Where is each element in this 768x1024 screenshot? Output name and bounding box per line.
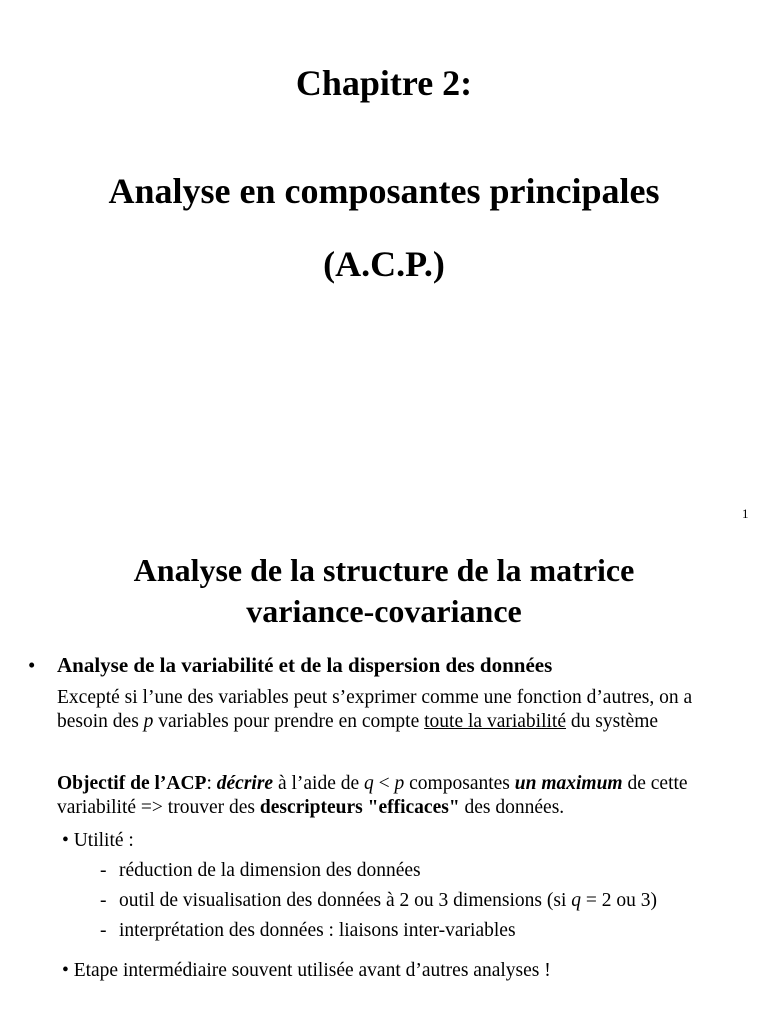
etape-note: • Etape intermédiaire souvent utilisée avant d’autres analyses ! — [62, 960, 551, 981]
var-p: p — [143, 711, 154, 732]
bullet-heading: Analyse de la variabilité et de la dispersion des données — [57, 653, 553, 677]
text-run: à l’aide de — [273, 773, 365, 794]
text-run: du système — [566, 711, 659, 732]
list-item-text: interprétation des données : liaisons inter-variables — [119, 920, 516, 941]
dash-marker: - — [100, 920, 107, 941]
emph-maximum: un maximum — [514, 773, 623, 794]
list-item — [100, 856, 657, 886]
text-run: < — [373, 773, 395, 794]
text-run: : — [206, 773, 217, 794]
page-number: 1 — [742, 506, 749, 521]
dash-marker: - — [100, 890, 107, 911]
objective-paragraph — [57, 772, 747, 820]
variability-paragraph — [57, 686, 747, 734]
utilite-label: • Utilité : — [62, 830, 134, 851]
chapter-subtitle: Analyse en composantes principales — [108, 171, 660, 211]
main-bullet — [28, 653, 552, 678]
list-item — [100, 916, 657, 946]
emph-decrire: décrire — [216, 773, 274, 794]
slide-title — [0, 550, 768, 632]
var-p: p — [394, 773, 405, 794]
text-run: Excepté si l’une des variables peut s’exprimer comme une fonction d’autres, on a besoin des — [57, 687, 693, 732]
bullet-marker: • — [28, 653, 36, 677]
uses-list — [100, 856, 657, 946]
dash-marker: - — [100, 860, 107, 881]
text-run: des données. — [459, 797, 565, 818]
text-run: composantes — [404, 773, 515, 794]
list-item — [100, 886, 657, 916]
underlined-text: toute la variabilité — [424, 711, 567, 732]
list-item-text: réduction de la dimension des données — [119, 860, 421, 881]
text-run: variables pour prendre en compte — [153, 711, 425, 732]
slide-2 — [0, 530, 768, 1024]
chapter-title: Chapitre 2: — [295, 63, 473, 103]
slide-title-line-1: Analyse de la structure de la matrice — [133, 552, 635, 588]
list-item-text: = 2 ou 3) — [581, 890, 657, 911]
objective-label: Objectif de l’ACP — [57, 773, 207, 794]
slide-title-line-2: variance-covariance — [246, 593, 522, 629]
emph-descripteurs: descripteurs "efficaces" — [259, 797, 460, 818]
var-q: q — [571, 890, 581, 911]
var-q: q — [364, 773, 374, 794]
chapter-abbreviation: (A.C.P.) — [323, 244, 445, 284]
list-item-text: outil de visualisation des données à 2 ou 3 dimensions (si — [119, 890, 572, 911]
text-run: de cette variabilité => trouver des — [57, 773, 688, 818]
